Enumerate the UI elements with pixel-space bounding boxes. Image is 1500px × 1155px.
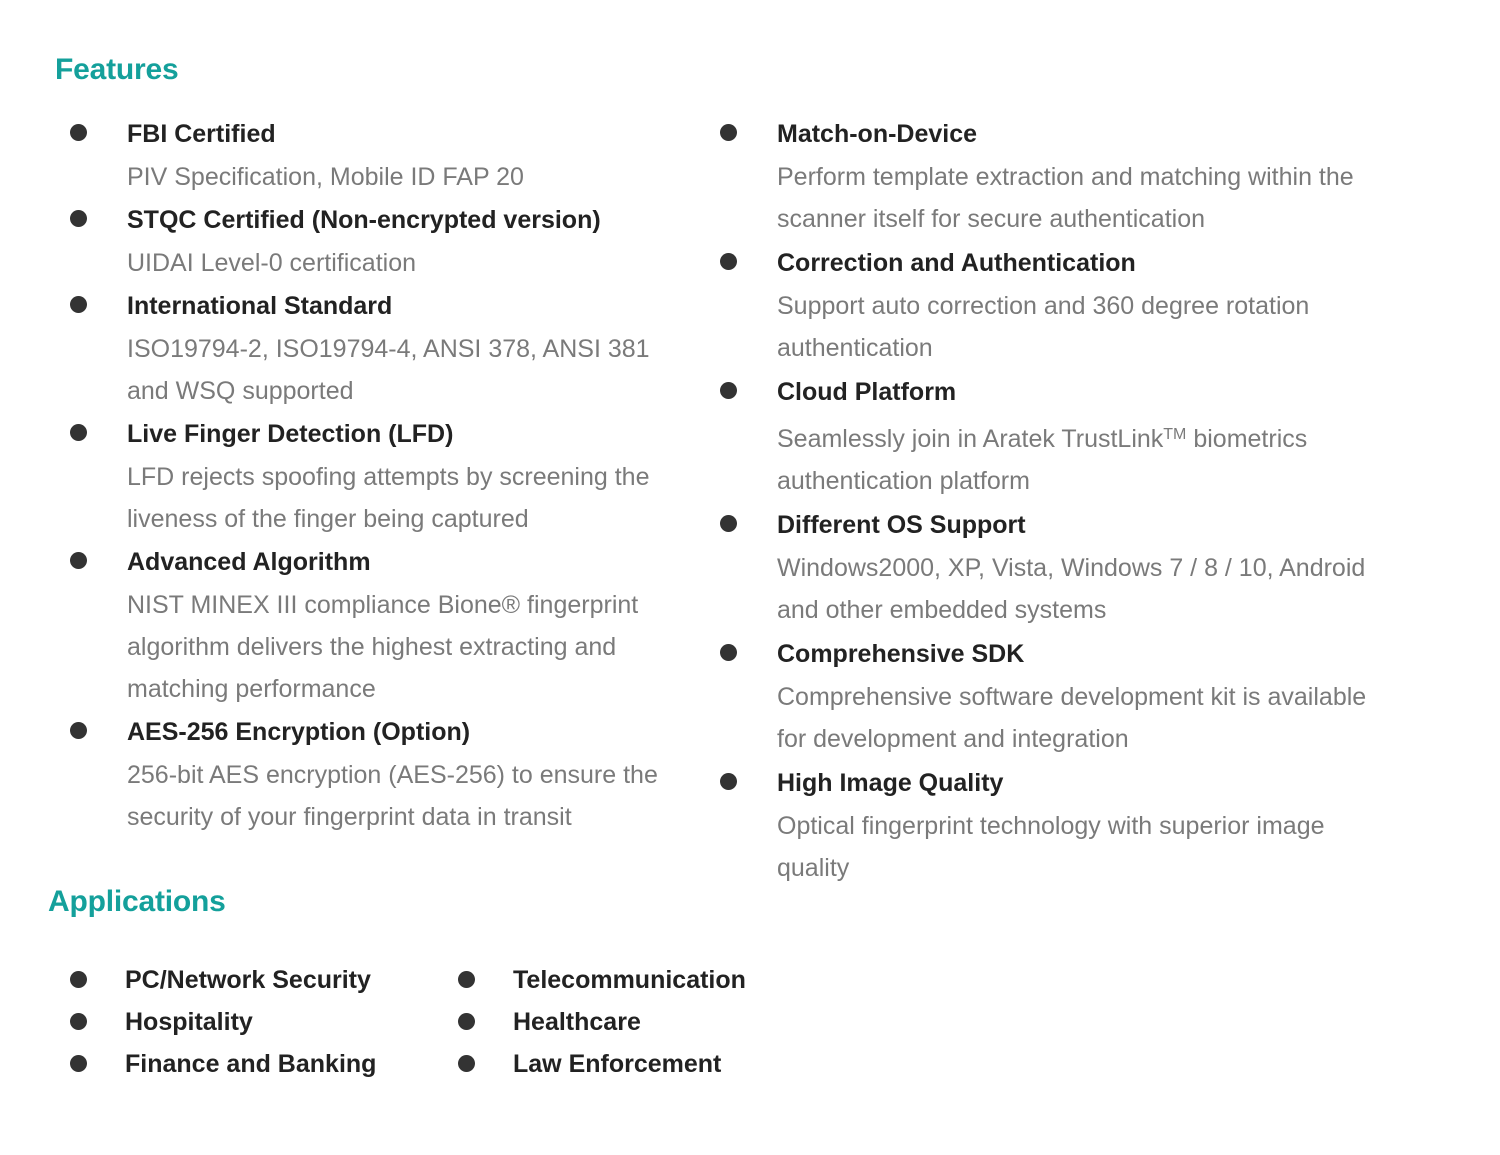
applications-heading: Applications	[48, 885, 226, 918]
features-left-column	[70, 114, 710, 840]
feature-item	[720, 114, 1360, 240]
feature-title: Live Finger Detection (LFD)	[127, 420, 454, 448]
feature-description: Comprehensive software development kit is available for development and integration	[777, 683, 1367, 753]
bullet-icon	[70, 1055, 87, 1072]
application-label: Hospitality	[125, 1008, 253, 1036]
application-item	[458, 1002, 846, 1042]
feature-description: Windows2000, XP, Vista, Windows 7 / 8 / 10, Android and other embedded systems	[777, 554, 1366, 624]
bullet-icon	[70, 296, 87, 313]
applications-list	[70, 960, 846, 1084]
feature-title: FBI Certified	[127, 120, 276, 148]
feature-item	[70, 200, 710, 284]
feature-description: 256-bit AES encryption (AES-256) to ensure the security of your fingerprint data in transit	[127, 761, 658, 831]
bullet-icon	[70, 1013, 87, 1030]
feature-title: International Standard	[127, 292, 393, 320]
feature-description-part: Seamlessly join in Aratek TrustLink	[777, 425, 1164, 453]
feature-item	[720, 243, 1360, 369]
feature-title: Correction and Authentication	[777, 249, 1136, 277]
application-label: Law Enforcement	[513, 1050, 722, 1078]
feature-title: AES-256 Encryption (Option)	[127, 718, 471, 746]
feature-description: Support auto correction and 360 degree rotation authentication	[777, 292, 1310, 362]
feature-item	[720, 763, 1360, 889]
bullet-icon	[70, 424, 87, 441]
bullet-icon	[70, 210, 87, 227]
feature-item	[720, 634, 1367, 760]
feature-description: PIV Specification, Mobile ID FAP 20	[127, 163, 524, 191]
features-right-column	[720, 114, 1367, 892]
application-label: PC/Network Security	[125, 966, 371, 994]
feature-title: Different OS Support	[777, 511, 1026, 539]
bullet-icon	[720, 382, 737, 399]
feature-title: STQC Certified (Non-encrypted version)	[127, 206, 601, 234]
feature-title: High Image Quality	[777, 769, 1004, 797]
bullet-icon	[720, 124, 737, 141]
feature-description: ISO19794-2, ISO19794-4, ANSI 378, ANSI 381 and WSQ supported	[127, 335, 650, 405]
feature-description	[777, 414, 1367, 502]
trademark-mark: TM	[1163, 426, 1187, 443]
feature-title: Comprehensive SDK	[777, 640, 1025, 668]
feature-item	[70, 114, 710, 198]
bullet-icon	[70, 552, 87, 569]
feature-description: NIST MINEX III compliance Bione® fingerprint algorithm delivers the highest extracting and matching performance	[127, 591, 639, 703]
application-label: Finance and Banking	[125, 1050, 377, 1078]
application-item	[458, 1044, 846, 1084]
application-label: Telecommunication	[513, 966, 746, 994]
feature-item	[720, 372, 1360, 502]
feature-title: Match-on-Device	[777, 120, 978, 148]
feature-item	[720, 505, 1366, 631]
bullet-icon	[720, 253, 737, 270]
bullet-icon	[458, 971, 475, 988]
application-item	[70, 960, 458, 1000]
application-label: Healthcare	[513, 1008, 641, 1036]
application-item	[70, 1002, 458, 1042]
feature-item	[70, 286, 710, 412]
bullet-icon	[720, 515, 737, 532]
feature-description-part: biometrics authentication platform	[777, 425, 1308, 495]
feature-title: Cloud Platform	[777, 378, 957, 406]
feature-description: Optical fingerprint technology with superior image quality	[777, 812, 1325, 882]
bullet-icon	[720, 644, 737, 661]
feature-description: UIDAI Level-0 certification	[127, 249, 417, 277]
feature-title: Advanced Algorithm	[127, 548, 371, 576]
bullet-icon	[720, 773, 737, 790]
feature-item	[70, 712, 710, 838]
feature-item	[70, 542, 710, 710]
application-item	[70, 1044, 458, 1084]
feature-description: LFD rejects spoofing attempts by screening the liveness of the finger being captured	[127, 463, 650, 533]
bullet-icon	[458, 1013, 475, 1030]
bullet-icon	[70, 971, 87, 988]
bullet-icon	[70, 124, 87, 141]
feature-description: Perform template extraction and matching within the scanner itself for secure authentication	[777, 163, 1354, 233]
bullet-icon	[70, 722, 87, 739]
bullet-icon	[458, 1055, 475, 1072]
application-item	[458, 960, 846, 1000]
features-heading: Features	[55, 53, 179, 86]
feature-item	[70, 414, 710, 540]
